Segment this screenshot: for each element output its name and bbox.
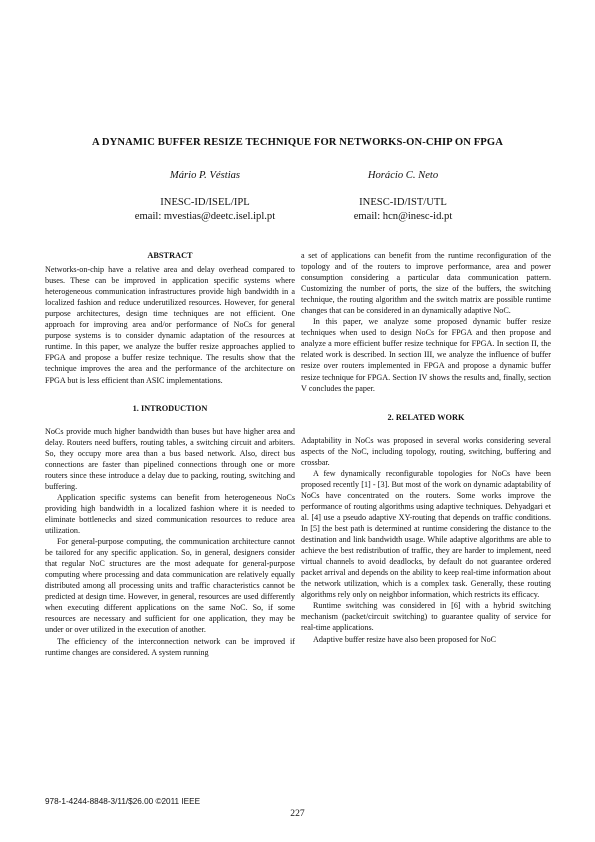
author-name: Horácio C. Neto: [367, 170, 439, 181]
section-2-heading: 2. RELATED WORK: [387, 412, 465, 422]
paragraph: NoCs provide much higher bandwidth than buses but have higher area and delay. Routers need buffers, routing tables, a switching circuit and arbiters. So, they occupy more area than a bus based network. Also, direct bus connections are faster than pipelined connections through one or more routers since these introduce a delay due to packing, routing, switching and buffering.: [45, 426, 295, 491]
paragraph: The efficiency of the interconnection network can be improved if runtime changes are considered. A system running: [45, 636, 295, 657]
abstract-heading: ABSTRACT: [147, 251, 193, 260]
paragraph: Application specific systems can benefit from heterogeneous NoCs providing high bandwidth in a localized fashion where it is needed to eliminate bottlenecks and sized communication resources to reduce area utilization.: [45, 492, 295, 536]
right-column: [301, 250, 551, 645]
author-name: Mário P. Véstias: [169, 170, 241, 181]
paragraph: Adaptive buffer resize have also been proposed for NoC: [313, 634, 497, 644]
section-1-heading: 1. INTRODUCTION: [132, 403, 208, 413]
copyright-footer: 978-1-4244-8848-3/11/$26.00 ©2011 IEEE: [45, 797, 201, 806]
paragraph: For general-purpose computing, the communication architecture cannot be tailored for any specific application. So, in general, designers consider that regular NoC structures are the most adequate for general-purpose computing where processing and data communication are relatively equally distributed among all processing units and traffic characteristics cannot be predicted at design time. However, in general, resources are used differently when executing different applications on the same NoC. So, if some resources are necessary and sufficient for one application, they may be under or over utilized in the execution of another.: [45, 537, 295, 635]
paragraph: Adaptability in NoCs was proposed in several works considering several aspects of the NoC, including topology, routing, switching, buffering and crossbar.: [301, 435, 551, 467]
paragraph: A few dynamically reconfigurable topologies for NoCs have been proposed recently [1] - [3]. But most of the work on dynamic adaptability of NoCs have concentrated on the routers. Some works improve the performance of routing algorithms using adaptive techniques. Dehyadgari et al. [4] use a pseudo adaptive XY-routing that depends on traffic conditions. In [5] the best path is determined at runtime considering the distance to the destination and link bandwidth usage. While adaptive algorithms are able to achieve the best redistribution of traffic, they are harder to implement, need virtual channels to avoid deadlocks, by default do not guarantee ordered packet arrival and depends on the ability to keep real-time information about the network utilization, which is a complex task. Generally, these routing algorithms rely only on neighbor information, which restricts its efficacy.: [301, 468, 551, 600]
page-number: 227: [290, 808, 305, 819]
author-affiliation: INESC-ID/ISEL/IPL: [160, 197, 250, 208]
author-block-1: [105, 170, 305, 225]
paragraph: a set of applications can benefit from the runtime reconfiguration of the topology and of the routers to improve performance, area and power consumption considering a particular data communication pattern. Customizing the number of ports, the size of the buffers, the switching technique, the routing algorithm and the switch matrix are possible runtime changes that can be considered in an dynamically adaptive NoC.: [301, 251, 551, 316]
paper-title: A DYNAMIC BUFFER RESIZE TECHNIQUE FOR NETWORKS-ON-CHIP ON FPGA: [92, 137, 503, 148]
author-affiliation: INESC-ID/IST/UTL: [359, 197, 447, 208]
paragraph: In this paper, we analyze some proposed dynamic buffer resize techniques when used to design NoCs for FPGA and then propose and analyze a more efficient buffer resize technique for FPGA. In section II, the related work is described. In section III, we analyze the influence of buffer resize over routers implemented in FPGA and propose a dynamic buffer resize technique for FPGA. Section IV shows the results and, finally, section V concludes the paper.: [301, 317, 551, 393]
author-block-2: [303, 170, 503, 225]
abstract-text: Networks-on-chip have a relative area and delay overhead compared to buses. These can be improved in application specific systems where heterogeneous communication infrastructures provide high bandwidth in a localized fashion and reduce underutilized resources. However, for general purpose architectures, design time techniques are not efficient. One approach for improving area and/or performance of NoCs for general purpose systems is to consider dynamic adaptation of the resources at runtime. In this paper, we analyze the buffer resize approaches applied to FPGA and propose a buffer resize technique. The results show that the technique improves the area and the performance of the architecture on FPGA but is less efficient than ASIC implementations.: [45, 265, 295, 385]
author-email: email: mvestias@deetc.isel.ipl.pt: [134, 211, 276, 222]
paragraph: Runtime switching was considered in [6] with a hybrid switching mechanism (packet/circuit switching) to guarantee quality of service for real-time applications.: [301, 601, 551, 633]
author-email: email: hcn@inesc-id.pt: [353, 211, 453, 222]
left-column: [45, 250, 295, 658]
